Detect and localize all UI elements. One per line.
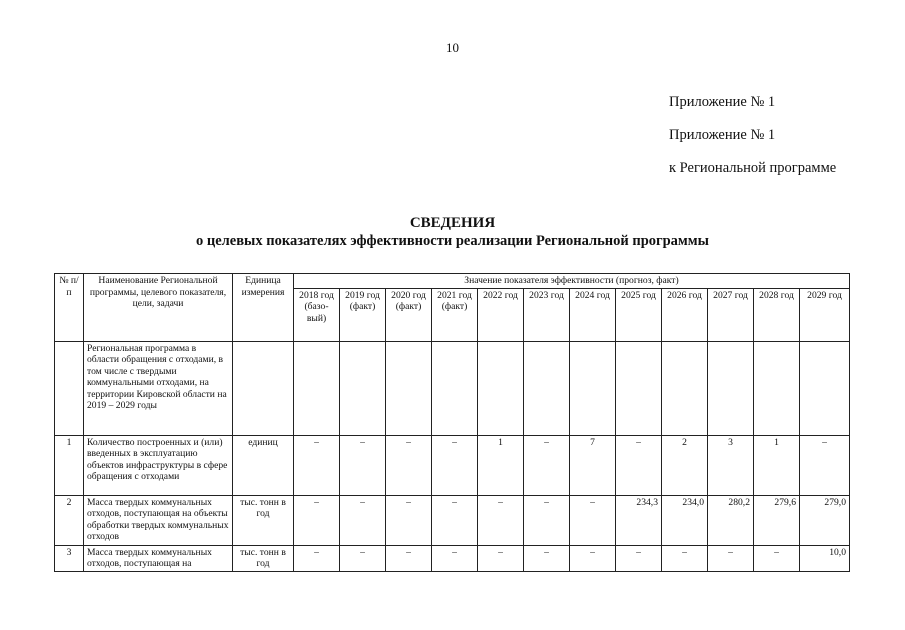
header-year: 2026 год xyxy=(662,288,708,341)
row-value: 2 xyxy=(662,435,708,495)
header-year: 2024 год xyxy=(570,288,616,341)
row-value: – xyxy=(570,545,616,571)
header-unit: Единица измерения xyxy=(233,274,294,342)
row-value: – xyxy=(294,545,340,571)
row-value: – xyxy=(294,495,340,545)
row-value: – xyxy=(386,435,432,495)
header-num: № п/п xyxy=(55,274,84,342)
row-name: Количество построенных и (или) введенных в эксплуатацию объектов инфраструктуры в сфере обращения с отходами xyxy=(84,435,233,495)
row-value: 1 xyxy=(478,435,524,495)
appendix-line-3: к Региональной программе xyxy=(669,160,837,176)
row-value xyxy=(524,341,570,435)
row-value: – xyxy=(432,435,478,495)
row-value: – xyxy=(524,435,570,495)
row-value: – xyxy=(340,435,386,495)
row-num: 2 xyxy=(55,495,84,545)
row-value: 234,3 xyxy=(616,495,662,545)
row-value: – xyxy=(754,545,800,571)
row-value xyxy=(386,341,432,435)
row-name: Региональная программа в области обращения с отходами, в том числе с твердыми коммунальными отходами, на территории Кировской области на 2019 – 2029 годы xyxy=(84,341,233,435)
table-row xyxy=(55,545,850,571)
header-year: 2028 год xyxy=(754,288,800,341)
header-year: 2019 год (факт) xyxy=(340,288,386,341)
row-value: – xyxy=(570,495,616,545)
row-value: 1 xyxy=(754,435,800,495)
row-value: 280,2 xyxy=(708,495,754,545)
row-value xyxy=(340,341,386,435)
header-name: Наименование Региональной программы, целевого показателя, цели, задачи xyxy=(84,274,233,342)
row-value xyxy=(432,341,478,435)
row-value xyxy=(294,341,340,435)
table-header-row-1 xyxy=(55,274,850,289)
row-name: Масса твердых коммунальных отходов, поступающая на xyxy=(84,545,233,571)
row-value xyxy=(708,341,754,435)
row-value: 279,0 xyxy=(800,495,850,545)
row-value: 10,0 xyxy=(800,545,850,571)
row-value xyxy=(754,341,800,435)
row-value: – xyxy=(340,545,386,571)
row-value: – xyxy=(524,495,570,545)
header-year: 2025 год xyxy=(616,288,662,341)
page-number: 10 xyxy=(446,40,459,55)
row-value: – xyxy=(432,545,478,571)
row-value xyxy=(570,341,616,435)
row-value: – xyxy=(432,495,478,545)
row-num: 3 xyxy=(55,545,84,571)
row-value: – xyxy=(386,545,432,571)
row-value: – xyxy=(616,435,662,495)
row-value: 7 xyxy=(570,435,616,495)
header-year: 2022 год xyxy=(478,288,524,341)
row-name: Масса твердых коммунальных отходов, поступающая на объекты обработки твердых коммунальных отходов xyxy=(84,495,233,545)
appendix-line-1: Приложение № 1 xyxy=(669,94,776,110)
row-value xyxy=(800,341,850,435)
row-value xyxy=(662,341,708,435)
header-year: 2029 год xyxy=(800,288,850,341)
header-year: 2020 год (факт) xyxy=(386,288,432,341)
row-num xyxy=(55,341,84,435)
document-subtitle: о целевых показателях эффективности реализации Региональной программы xyxy=(195,233,710,249)
row-value: – xyxy=(708,545,754,571)
table-row xyxy=(55,495,850,545)
row-value: 279,6 xyxy=(754,495,800,545)
row-value: – xyxy=(800,435,850,495)
row-unit xyxy=(233,341,294,435)
indicators-table xyxy=(54,273,850,572)
row-unit: единиц xyxy=(233,435,294,495)
appendix-line-2: Приложение № 1 xyxy=(669,127,776,143)
row-num: 1 xyxy=(55,435,84,495)
row-value: – xyxy=(386,495,432,545)
row-value: – xyxy=(524,545,570,571)
header-year: 2023 год xyxy=(524,288,570,341)
row-value: – xyxy=(616,545,662,571)
row-value: – xyxy=(294,435,340,495)
header-year: 2018 год (базо-вый) xyxy=(294,288,340,341)
row-unit: тыс. тонн в год xyxy=(233,545,294,571)
row-value: – xyxy=(478,495,524,545)
row-value: 3 xyxy=(708,435,754,495)
row-value: – xyxy=(662,545,708,571)
row-value: 234,0 xyxy=(662,495,708,545)
row-value xyxy=(616,341,662,435)
header-year: 2027 год xyxy=(708,288,754,341)
row-value: – xyxy=(478,545,524,571)
row-value xyxy=(478,341,524,435)
row-value: – xyxy=(340,495,386,545)
table-row xyxy=(55,341,850,435)
document-title: СВЕДЕНИЯ xyxy=(409,215,496,231)
header-values-group: Значение показателя эффективности (прогноз, факт) xyxy=(294,274,850,289)
row-unit: тыс. тонн в год xyxy=(233,495,294,545)
header-year: 2021 год (факт) xyxy=(432,288,478,341)
table-row xyxy=(55,435,850,495)
